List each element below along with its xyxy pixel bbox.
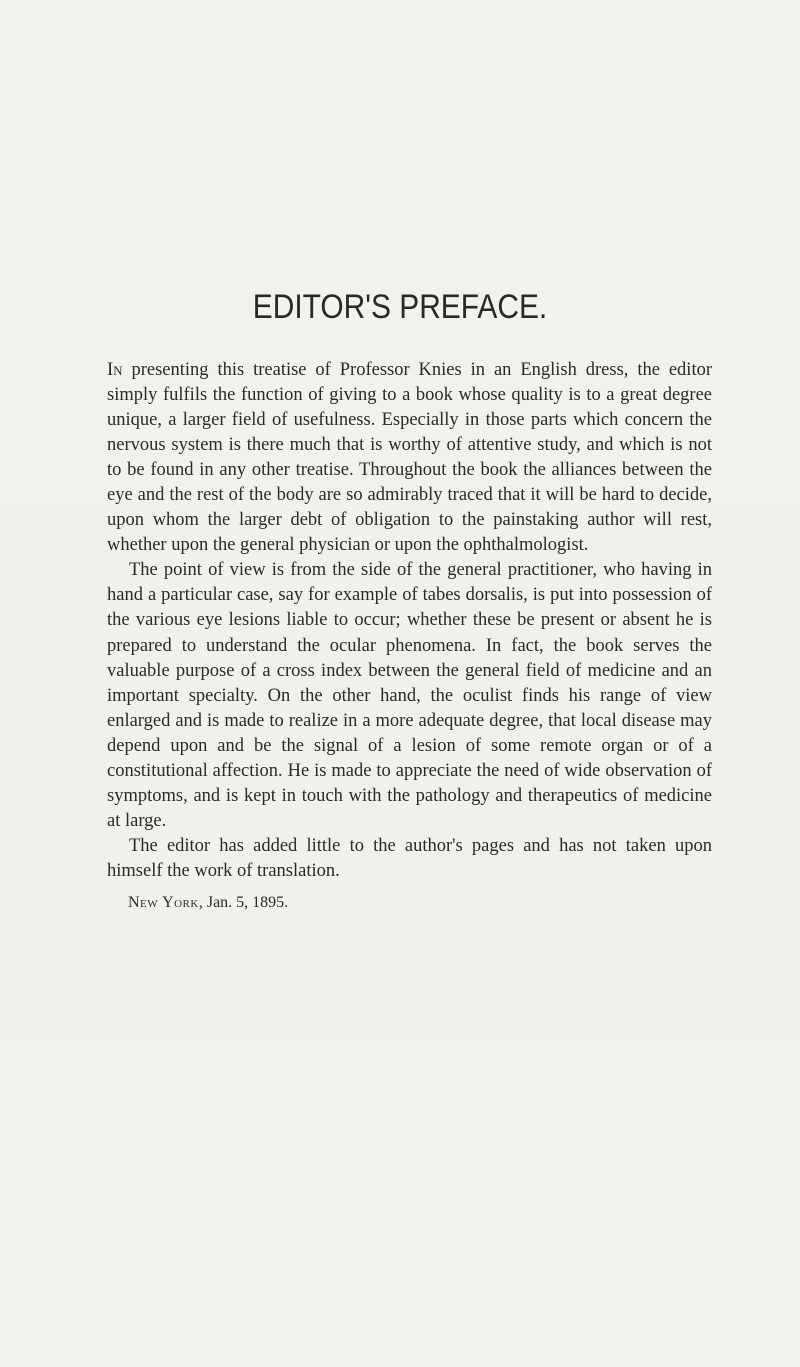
paragraph-2: [107, 558, 712, 834]
dateline-separator: ,: [198, 894, 207, 911]
paragraph-3: [107, 834, 712, 884]
dateline: [128, 892, 288, 914]
dateline-date: Jan. 5, 1895.: [206, 894, 289, 911]
dateline-place: New York: [128, 894, 199, 911]
paragraph-1-lead: In: [107, 360, 123, 380]
paragraph-2-text: The point of view is from the side of the general practitioner, who having in hand a particular case, say for example of tabes dorsalis, is put into possession of the various eye lesions liable to occur; whether these be present or absent he is prepared to understand the ocular phenomena. In fact, the book serves the valuable purpose of a cross index between the general field of medicine and an important specialty. On the other hand, the oculist finds his range of view enlarged and is made to realize in a more adequate degree, that local disease may depend upon and be the signal of a lesion of some remote organ or of a constitutional affection. He is made to appreciate the need of wide observation of symptoms, and is kept in touch with the pathology and therapeutics of medicine at large.: [107, 560, 712, 831]
paragraph-3-text: The editor has added little to the author's pages and has not taken upon himself the work of translation.: [107, 835, 712, 881]
page-title: EDITOR'S PREFACE.: [252, 288, 548, 326]
paragraph-1: [107, 358, 712, 558]
preface-body: [107, 358, 712, 884]
paragraph-1-text: presenting this treatise of Professor Knies in an English dress, the editor simply fulfils the function of giving to a book whose quality is to a great degree unique, a larger field of usefulness. Especially in those parts which concern the nervous system is there much that is worthy of attentive study, and which is not to be found in any other treatise. Throughout the book the alliances between the eye and the rest of the body are so admirably traced that it will be hard to decide, upon whom the larger debt of obligation to the painstaking author will rest, whether upon the general physician or upon the ophthalmologist.: [107, 360, 712, 556]
